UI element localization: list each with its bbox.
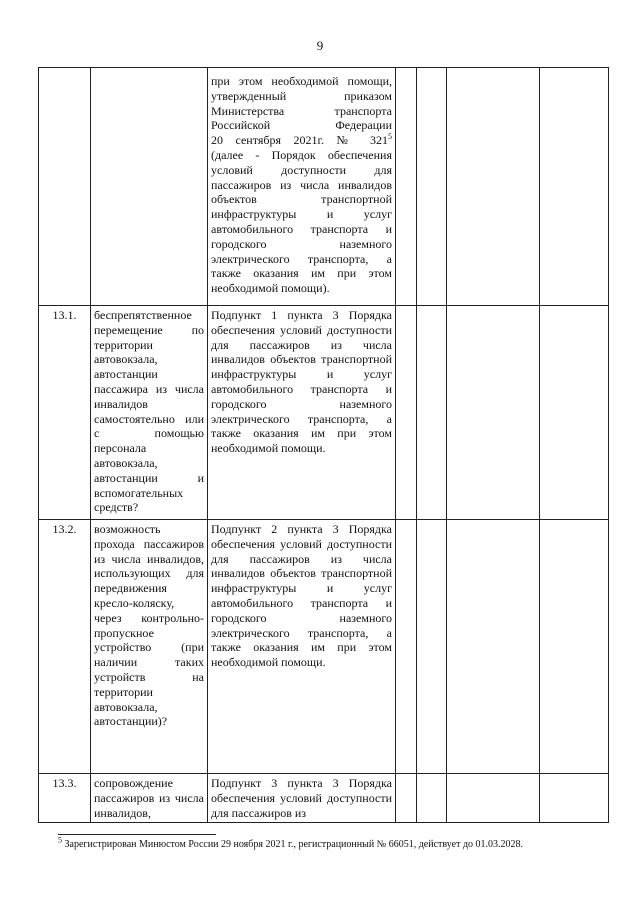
reference-line: объектов транспортной bbox=[211, 192, 392, 207]
reference-line: необходимой помощи). bbox=[211, 281, 330, 296]
footnote-divider bbox=[58, 834, 216, 835]
row-number: 13.3. bbox=[39, 774, 91, 823]
reference-line: условий доступности для bbox=[211, 162, 392, 177]
row-number: 13.1. bbox=[39, 306, 91, 520]
blank-cell bbox=[396, 520, 417, 774]
table-row bbox=[39, 774, 609, 823]
footnote-mark: 5 bbox=[388, 132, 392, 142]
row-question: возможность прохода пассажиров из числа инвалидов, использующих для передвижения кресло-коляску, через контрольно-пропускное устройство (при наличии таких устройств на территории автовокзала, автостанции)? bbox=[91, 520, 208, 774]
reference-line: городского наземного bbox=[211, 236, 392, 251]
table-row bbox=[39, 306, 609, 520]
blank-cell bbox=[396, 774, 417, 823]
reference-line: при этом необходимой помощи, bbox=[211, 74, 392, 88]
blank-cell bbox=[417, 306, 447, 520]
blank-cell bbox=[396, 68, 417, 306]
row-number: 13.2. bbox=[39, 520, 91, 774]
blank-cell bbox=[417, 520, 447, 774]
reference-line: Министерства транспорта bbox=[211, 103, 392, 118]
checklist-table bbox=[38, 67, 609, 823]
row-question: беспрепятственное перемещение по территории автовокзала, автостанции пассажира из числа инвалидов самостоятельно или с помощью персонала автовокзала, автостанции и вспомогательных средств? bbox=[91, 306, 208, 520]
reference-line: (далее - Порядок обеспечения bbox=[211, 147, 392, 162]
row-reference: Подпункт 1 пункта 3 Порядка обеспечения условий доступности для пассажиров из числа инвалидов объектов транспортной инфраструктуры и услуг автомобильного транспорта и городского наземного электрического транспорта, а также оказания им при этом необходимой помощи. bbox=[208, 306, 396, 520]
reference-line-with-footnote bbox=[211, 133, 392, 148]
blank-cell bbox=[540, 306, 609, 520]
reference-line: утвержденный приказом bbox=[211, 88, 392, 103]
blank-cell bbox=[540, 520, 609, 774]
row-reference: Подпункт 3 пункта 3 Порядка обеспечения условий доступности для пассажиров из bbox=[208, 774, 396, 823]
blank-cell bbox=[447, 306, 540, 520]
reference-line: также оказания им при этом bbox=[211, 266, 392, 281]
table-row bbox=[39, 520, 609, 774]
blank-cell bbox=[540, 68, 609, 306]
row-number bbox=[39, 68, 91, 306]
blank-cell bbox=[447, 68, 540, 306]
footnote-text: Зарегистрирован Минюстом России 29 ноября 2021 г., регистрационный № 66051, действует до 01.03.2028. bbox=[64, 839, 524, 850]
reference-line: электрического транспорта, а bbox=[211, 251, 392, 266]
row-question: сопровождение пассажиров из числа инвалидов, bbox=[91, 774, 208, 823]
page-number: 9 bbox=[316, 38, 324, 53]
blank-cell bbox=[447, 774, 540, 823]
reference-line: инфраструктуры и услуг bbox=[211, 207, 392, 222]
row-reference bbox=[208, 68, 396, 306]
table-row bbox=[39, 68, 609, 306]
reference-line: Российской Федерации bbox=[211, 118, 392, 133]
blank-cell bbox=[447, 520, 540, 774]
row-reference: Подпункт 2 пункта 3 Порядка обеспечения условий доступности для пассажиров из числа инвалидов объектов транспортной инфраструктуры и услуг автомобильного транспорта и городского наземного электрического транспорта, а также оказания им при этом необходимой помощи. bbox=[208, 520, 396, 774]
blank-cell bbox=[540, 774, 609, 823]
footnote-mark: 5 bbox=[58, 835, 62, 845]
footnote bbox=[58, 835, 618, 851]
blank-cell bbox=[396, 306, 417, 520]
reference-line: автомобильного транспорта и bbox=[211, 221, 392, 236]
reference-line: пассажиров из числа инвалидов bbox=[211, 177, 392, 192]
reference-line: 20 сентября 2021г. № 321 bbox=[211, 133, 388, 148]
blank-cell bbox=[417, 774, 447, 823]
row-question bbox=[91, 68, 208, 306]
blank-cell bbox=[417, 68, 447, 306]
